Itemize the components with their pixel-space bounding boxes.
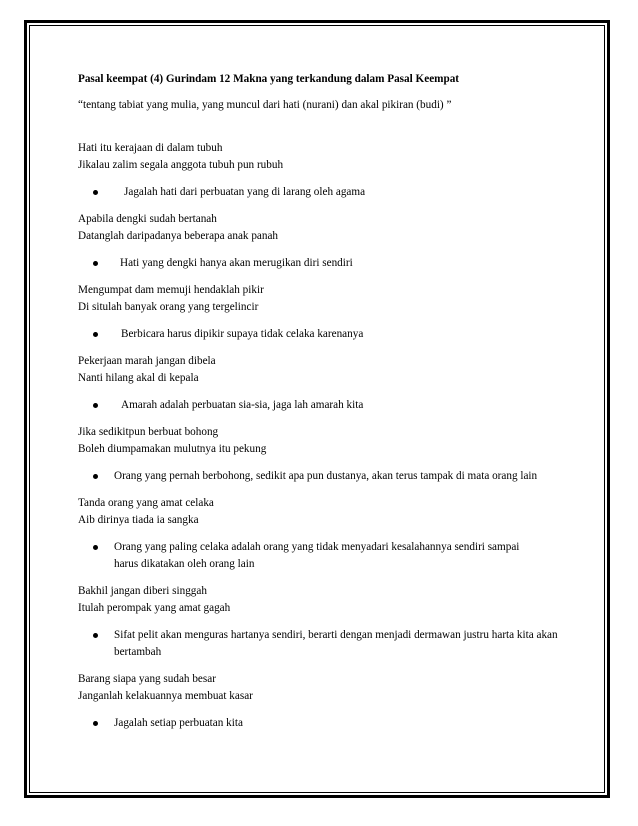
- bullet-text: Orang yang paling celaka adalah orang yang tidak menyadari kesalahannya sendiri sampai harus dikatakan oleh orang lain: [114, 541, 520, 570]
- bullet-icon: [93, 474, 98, 479]
- stanza-7: [78, 583, 578, 617]
- stanza-line: Hati itu kerajaan di dalam tubuh: [78, 142, 223, 154]
- stanza-line: Mengumpat dam memuji hendaklah pikir: [78, 284, 264, 296]
- stanza-line: Jika sedikitpun berbuat bohong: [78, 426, 219, 438]
- document-subtitle: “tentang tabiat yang mulia, yang muncul dari hati (nurani) dan akal pikiran (budi) ”: [78, 99, 452, 111]
- bullet-text: Hati yang dengki hanya akan merugikan diri sendiri: [120, 257, 353, 269]
- stanza-line: Di situlah banyak orang yang tergelincir: [78, 301, 259, 313]
- spacer: [78, 114, 578, 140]
- bullet-item: [78, 255, 578, 272]
- bullet-text: Orang yang pernah berbohong, sedikit apa pun dustanya, akan terus tampak di mata orang lain: [114, 470, 538, 482]
- bullet-text: Jagalah hati dari perbuatan yang di larang oleh agama: [124, 186, 366, 198]
- bullet-item: [78, 468, 578, 485]
- bullet-text: Jagalah setiap perbuatan kita: [114, 717, 243, 729]
- bullet-icon: [93, 545, 98, 550]
- stanza-line: Jikalau zalim segala anggota tubuh pun rubuh: [78, 159, 284, 171]
- stanza-line: Aib dirinya tiada ia sangka: [78, 514, 199, 526]
- stanza-1: [78, 140, 578, 174]
- stanza-8: [78, 671, 578, 705]
- stanza-5: [78, 424, 578, 458]
- stanza-4: [78, 353, 578, 387]
- bullet-item: [78, 397, 578, 414]
- bullet-text: Sifat pelit akan menguras hartanya sendiri, berarti dengan menjadi dermawan justru harta kita akan bertambah: [114, 629, 558, 658]
- bullet-icon: [93, 403, 98, 408]
- document-body: [78, 71, 578, 742]
- bullet-icon: [93, 190, 98, 195]
- stanza-line: Tanda orang yang amat celaka: [78, 497, 214, 509]
- stanza-6: [78, 495, 578, 529]
- bullet-icon: [93, 633, 98, 638]
- stanza-line: Nanti hilang akal di kepala: [78, 372, 199, 384]
- stanza-line: Itulah perompak yang amat gagah: [78, 602, 231, 614]
- stanza-3: [78, 282, 578, 316]
- bullet-icon: [93, 332, 98, 337]
- bullet-item: [78, 184, 578, 201]
- bullet-item: [78, 627, 578, 661]
- bullet-icon: [93, 261, 98, 266]
- bullet-item: [78, 326, 578, 343]
- document-heading: Pasal keempat (4) Gurindam 12 Makna yang terkandung dalam Pasal Keempat: [78, 73, 460, 85]
- stanza-line: Pekerjaan marah jangan dibela: [78, 355, 216, 367]
- bullet-item: [78, 539, 578, 573]
- stanza-line: Barang siapa yang sudah besar: [78, 673, 216, 685]
- bullet-icon: [93, 721, 98, 726]
- stanza-2: [78, 211, 578, 245]
- stanza-line: Bakhil jangan diberi singgah: [78, 585, 207, 597]
- stanza-line: Janganlah kelakuannya membuat kasar: [78, 690, 253, 702]
- stanza-line: Apabila dengki sudah bertanah: [78, 213, 217, 225]
- stanza-line: Datanglah daripadanya beberapa anak panah: [78, 230, 279, 242]
- stanza-line: Boleh diumpamakan mulutnya itu pekung: [78, 443, 267, 455]
- bullet-text: Amarah adalah perbuatan sia-sia, jaga lah amarah kita: [121, 399, 364, 411]
- bullet-text: Berbicara harus dipikir supaya tidak celaka karenanya: [121, 328, 364, 340]
- bullet-item: [78, 715, 578, 732]
